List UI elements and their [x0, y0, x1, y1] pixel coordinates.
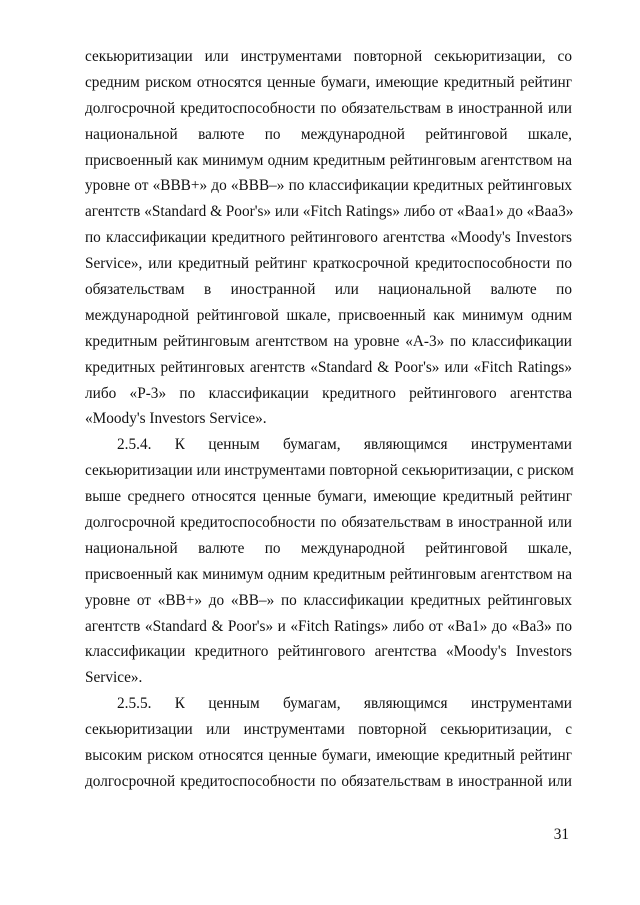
text-line: высоким риском относятся ценные бумаги, имеющие кредитный рейтинг — [85, 747, 572, 765]
text-line: 2.5.5. К ценным бумагам, являющимся инструментами — [117, 695, 572, 713]
text-line: долгосрочной кредитоспособности по обязательствам в иностранной или — [85, 514, 572, 532]
text-line: средним риском относятся ценные бумаги, имеющие кредитный рейтинг — [85, 73, 572, 91]
text-line: долгосрочной кредитоспособности по обязательствам в иностранной или — [85, 99, 572, 117]
text-line: национальной валюте по международной рейтинговой шкале, — [85, 539, 572, 557]
text-line: уровне от «ВВ+» до «ВВ–» по классификации кредитных рейтинговых — [85, 591, 572, 609]
text-line: по классификации кредитного рейтингового агентства «Moody's Investors — [85, 229, 572, 247]
text-line: уровне от «ВВВ+» до «ВВВ–» по классификации кредитных рейтинговых — [85, 177, 572, 195]
text-line: агентств «Standard & Poor's» или «Fitch Ratings» либо от «Ваа1» до «Ваа3» — [85, 203, 574, 221]
text-line: Service». — [85, 669, 143, 687]
text-line: либо «Р-3» по классификации кредитного рейтингового агентства — [85, 384, 572, 402]
text-line: долгосрочной кредитоспособности по обязательствам в иностранной или — [85, 772, 572, 790]
text-line: национальной валюте по международной рейтинговой шкале, — [85, 125, 572, 143]
text-line: классификации кредитного рейтингового агентства «Moody's Investors — [85, 643, 572, 661]
text-line: кредитных рейтинговых агентств «Standard & Poor's» или «Fitch Ratings» — [85, 358, 572, 376]
text-line: международной рейтинговой шкале, присвоенный как минимум одним — [85, 306, 572, 324]
text-line: присвоенный как минимум одним кредитным рейтинговым агентством на — [85, 565, 572, 583]
text-line: выше среднего относятся ценные бумаги, имеющие кредитный рейтинг — [85, 488, 572, 506]
text-line: секьюритизации или инструментами повторной секьюритизации, с — [85, 721, 572, 739]
text-line: агентств «Standard & Poor's» и «Fitch Ratings» либо от «Ва1» до «Ва3» по — [85, 617, 572, 635]
text-line: кредитным рейтинговым агентством на уровне «А-3» по классификации — [85, 332, 572, 350]
text-line: секьюритизации или инструментами повторной секьюритизации, с риском — [85, 462, 574, 480]
text-line: Service», или кредитный рейтинг краткосрочной кредитоспособности по — [85, 255, 572, 273]
body-text — [85, 44, 572, 795]
text-line: секьюритизации или инструментами повторной секьюритизации, со — [85, 48, 572, 65]
text-line: 2.5.4. К ценным бумагам, являющимся инструментами — [117, 436, 572, 454]
page-number: 31 — [553, 826, 569, 843]
text-line: обязательствам в иностранной или национальной валюте по — [85, 281, 572, 299]
text-line: присвоенный как минимум одним кредитным рейтинговым агентством на — [85, 151, 572, 169]
text-line: «Moody's Investors Service». — [85, 410, 267, 428]
